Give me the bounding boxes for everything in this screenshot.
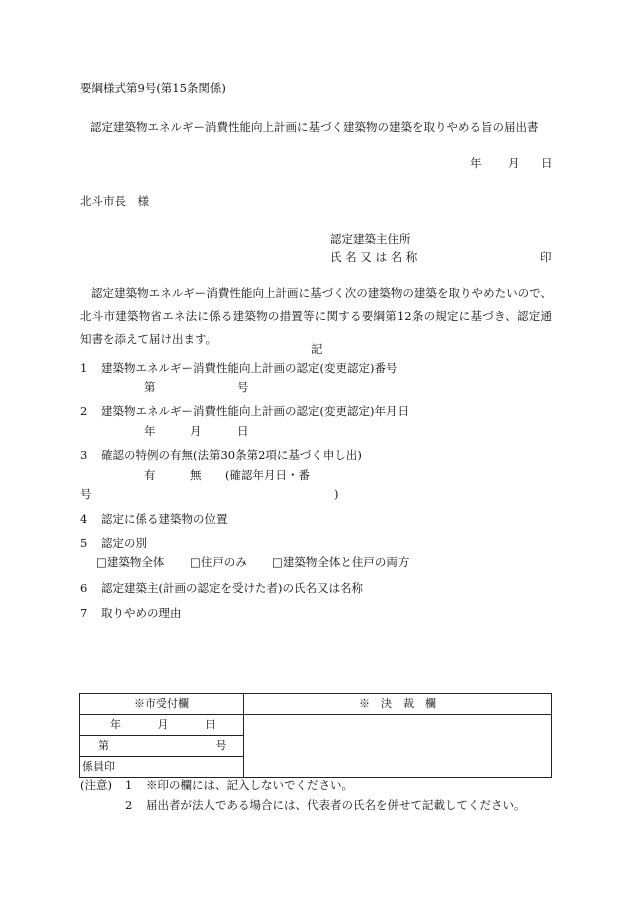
item-label: 取りやめの理由 — [100, 606, 182, 620]
item-label: 建築物エネルギー消費性能向上計画の認定(変更認定)年月日 — [100, 404, 409, 418]
body-text: 認定建築物エネルギー消費性能向上計画に基づく次の建築物の建築を取りやめたいので、北斗市建築物省エネ法に係る建築物の措置等に関する要綱第12条の規定に基づき、認定通知書を添えて届け出ます。 — [80, 286, 552, 346]
item-label: 認定の別 — [100, 536, 147, 550]
item-2-sub-a: 年 — [144, 424, 156, 438]
item-number: 5 — [80, 536, 88, 550]
applicant-seal: 印 — [540, 250, 552, 264]
receipt-header: ※市受付欄 — [80, 694, 244, 715]
item-label: 認定建築主(計画の認定を受けた者)の氏名又は名称 — [100, 581, 363, 595]
option-dwelling-only[interactable]: □住戸のみ — [190, 555, 247, 569]
receipt-month: 月 — [157, 718, 169, 732]
item-number: 3 — [80, 448, 88, 462]
item-7 — [80, 605, 181, 621]
date-month: 月 — [508, 156, 520, 170]
receipt-year: 年 — [110, 718, 121, 732]
applicant-address-label: 認定建築主住所 — [330, 232, 411, 246]
item-3-close: ) — [334, 487, 339, 501]
item-3-sub-c: (確認年月日・番 — [225, 468, 310, 482]
item-number: 2 — [80, 404, 88, 418]
item-2 — [80, 403, 409, 419]
date-year: 年 — [470, 156, 482, 170]
item-4 — [80, 511, 227, 527]
item-6 — [80, 580, 363, 596]
receipt-table — [79, 693, 552, 778]
receipt-date-cell[interactable] — [80, 715, 244, 736]
notes-label: (注意) — [80, 778, 112, 792]
form-id: 要綱様式第9号(第15条関係) — [80, 81, 226, 95]
item-2-sub-c: 日 — [237, 424, 249, 438]
receipt-day: 日 — [205, 718, 216, 732]
item-number: 6 — [80, 581, 88, 595]
note-2 — [125, 797, 525, 813]
item-number: 4 — [80, 512, 88, 526]
note-text: 届出者が法人である場合には、代表者の氏名を併せて記載してください。 — [145, 798, 526, 812]
note-number: 2 — [125, 798, 133, 812]
receipt-number-cell[interactable] — [80, 736, 244, 757]
item-number: 7 — [80, 606, 88, 620]
staff-seal-cell[interactable] — [80, 757, 244, 778]
addressee: 北斗市長 様 — [80, 194, 149, 208]
option-building-whole[interactable]: □建築物全体 — [96, 555, 165, 569]
item-3 — [80, 447, 362, 463]
decision-header: ※ 決 裁 欄 — [244, 694, 552, 715]
note-number: 1 — [125, 778, 133, 792]
item-label: 認定に係る建築物の位置 — [100, 512, 228, 526]
item-3-cont: 号 — [80, 487, 92, 501]
staff-seal-label: 係員印 — [82, 760, 115, 774]
note-1 — [125, 777, 353, 793]
item-1 — [80, 360, 397, 376]
item-label: 建築物エネルギー消費性能向上計画の認定(変更認定)番号 — [100, 361, 398, 375]
ki-heading: 記 — [311, 342, 323, 356]
page-title: 認定建築物エネルギー消費性能向上計画に基づく建築物の建築を取りやめる旨の届出書 — [90, 120, 539, 134]
decision-cell[interactable] — [244, 715, 552, 778]
option-both[interactable]: □建築物全体と住戸の両方 — [272, 555, 410, 569]
item-1-sub-b: 号 — [237, 380, 249, 394]
receipt-no-suffix: 号 — [215, 739, 227, 753]
item-3-sub-b: 無 — [190, 468, 202, 482]
item-2-sub-b: 月 — [190, 424, 202, 438]
item-number: 1 — [80, 361, 88, 375]
item-3-sub-a: 有 — [144, 468, 156, 482]
note-text: ※印の欄には、記入しないでください。 — [145, 778, 353, 792]
applicant-name-label: 氏 名 又 は 名 称 — [330, 250, 418, 264]
item-label: 確認の特例の有無(法第30条第2項に基づく申し出) — [100, 448, 362, 462]
item-1-sub-a: 第 — [144, 380, 156, 394]
item-5 — [80, 535, 147, 551]
receipt-no-prefix: 第 — [98, 739, 109, 753]
date-day: 日 — [541, 156, 553, 170]
